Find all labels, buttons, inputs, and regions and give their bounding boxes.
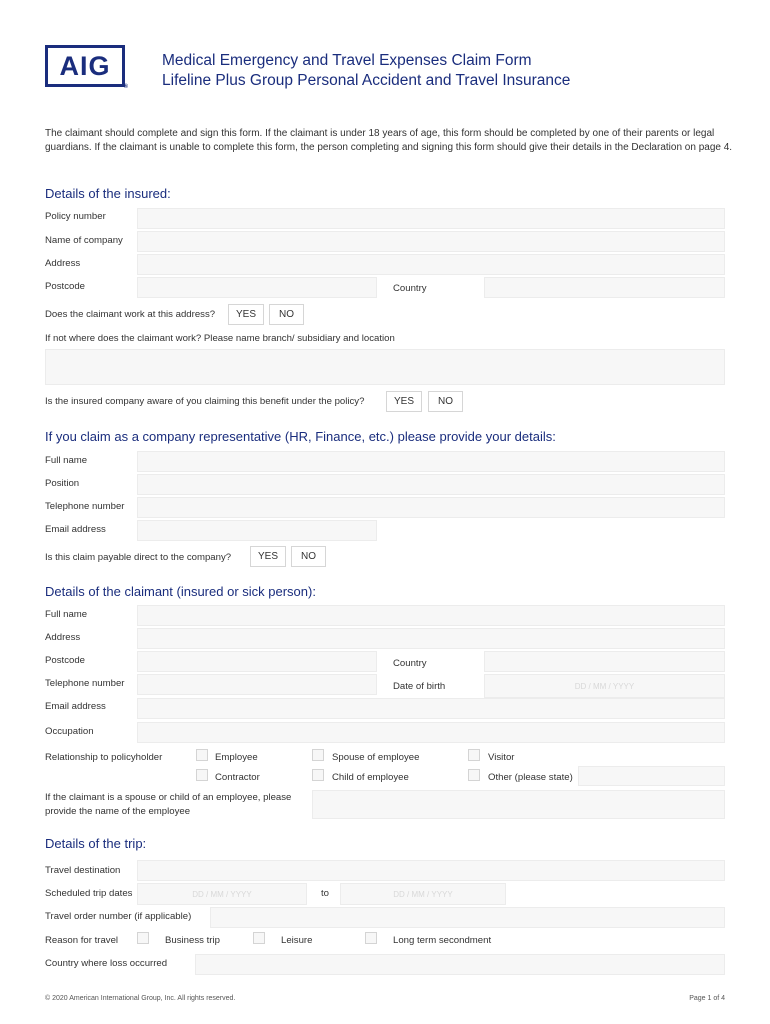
company-aware-no-button[interactable]: NO <box>428 391 463 412</box>
rep-telephone-label: Telephone number <box>45 501 125 512</box>
child-option-label: Child of employee <box>332 772 409 783</box>
company-name-field[interactable] <box>137 231 725 252</box>
claimant-telephone-label: Telephone number <box>45 678 125 689</box>
title-line-2: Lifeline Plus Group Personal Accident and Travel Insurance <box>162 72 571 89</box>
company-name-label: Name of company <box>45 235 123 246</box>
contractor-checkbox[interactable] <box>196 769 208 781</box>
aig-logo <box>45 45 129 90</box>
spouse-checkbox[interactable] <box>312 749 324 761</box>
secondment-label: Long term secondment <box>393 935 492 946</box>
insured-country-field[interactable] <box>484 277 725 298</box>
claimant-telephone-field[interactable] <box>137 674 377 695</box>
claimant-country-label: Country <box>393 658 427 669</box>
secondment-checkbox[interactable] <box>365 932 377 944</box>
travel-destination-field[interactable] <box>137 860 725 881</box>
dob-label: Date of birth <box>393 681 446 692</box>
occupation-label: Occupation <box>45 726 94 737</box>
claimant-country-field[interactable] <box>484 651 725 672</box>
company-aware-yes-button[interactable]: YES <box>386 391 422 412</box>
employee-name-field[interactable] <box>312 790 725 819</box>
footer-copyright: © 2020 American International Group, Inc. All rights reserved. <box>45 995 236 1002</box>
policy-number-field[interactable] <box>137 208 725 229</box>
occupation-field[interactable] <box>137 722 725 743</box>
logo-text: AIG <box>59 50 111 81</box>
other-option-label: Other (please state) <box>488 772 573 783</box>
footer-page-number: Page 1 of 4 <box>689 995 725 1002</box>
work-at-address-yes-button[interactable]: YES <box>228 304 264 325</box>
section-representative-heading: If you claim as a company representative (HR, Finance, etc.) please provide your details: <box>45 429 556 444</box>
company-aware-label: Is the insured company aware of you claiming this benefit under the policy? <box>45 396 365 407</box>
payable-direct-yes-button[interactable]: YES <box>250 546 286 567</box>
rep-full-name-label: Full name <box>45 455 88 466</box>
visitor-option-label: Visitor <box>488 752 515 763</box>
claimant-address-label: Address <box>45 632 81 643</box>
payable-direct-label: Is this claim payable direct to the company? <box>45 552 232 563</box>
rep-position-label: Position <box>45 478 80 489</box>
claimant-address-field[interactable] <box>137 628 725 649</box>
trip-dates-to-label: to <box>321 888 330 899</box>
other-state-field[interactable] <box>578 766 725 786</box>
rep-email-field[interactable] <box>137 520 377 541</box>
child-checkbox[interactable] <box>312 769 324 781</box>
employee-name-label-line1: If the claimant is a spouse or child of an employee, please <box>45 792 292 803</box>
leisure-checkbox[interactable] <box>253 932 265 944</box>
insured-address-field[interactable] <box>137 254 725 275</box>
insured-postcode-label: Postcode <box>45 281 86 292</box>
dob-placeholder: DD / MM / YYYY <box>574 681 635 691</box>
title-line-1: Medical Emergency and Travel Expenses Claim Form <box>162 52 532 69</box>
payable-direct-no-button[interactable]: NO <box>291 546 326 567</box>
section-insured-heading: Details of the insured: <box>45 186 171 201</box>
intro-text: The claimant should complete and sign this form. If the claimant is under 18 years of age, this form should be completed by one of their parents or legal guardians. If the claimant is unable to complete this form, the person completing and signing this form should give their details in the Declaration on page 4. <box>45 128 733 153</box>
trip-dates-label: Scheduled trip dates <box>45 888 133 899</box>
trip-end-date-placeholder: DD / MM / YYYY <box>393 889 453 899</box>
business-trip-checkbox[interactable] <box>137 932 149 944</box>
work-at-address-label: Does the claimant work at this address? <box>45 309 216 320</box>
logo-registered-mark: ® <box>123 84 129 90</box>
other-checkbox[interactable] <box>468 769 480 781</box>
insured-postcode-field[interactable] <box>137 277 377 298</box>
claimant-email-label: Email address <box>45 701 106 712</box>
travel-order-field[interactable] <box>210 907 725 928</box>
insured-address-label: Address <box>45 258 81 269</box>
form-title <box>162 51 570 91</box>
travel-destination-label: Travel destination <box>45 865 121 876</box>
country-loss-label: Country where loss occurred <box>45 958 168 969</box>
employee-option-label: Employee <box>215 752 258 763</box>
business-trip-label: Business trip <box>165 935 220 946</box>
leisure-label: Leisure <box>281 935 313 946</box>
claimant-postcode-label: Postcode <box>45 655 86 666</box>
trip-start-date-placeholder: DD / MM / YYYY <box>192 889 252 899</box>
trip-end-date-field[interactable] <box>340 883 506 905</box>
reason-for-travel-label: Reason for travel <box>45 935 119 946</box>
work-location-label: If not where does the claimant work? Please name branch/ subsidiary and location <box>45 333 395 344</box>
claimant-postcode-field[interactable] <box>137 651 377 672</box>
rep-position-field[interactable] <box>137 474 725 495</box>
claimant-full-name-label: Full name <box>45 609 88 620</box>
relationship-label: Relationship to policyholder <box>45 752 163 763</box>
rep-email-label: Email address <box>45 524 106 535</box>
trip-start-date-field[interactable] <box>137 883 307 905</box>
work-location-field[interactable] <box>45 349 725 385</box>
country-loss-field[interactable] <box>195 954 725 975</box>
policy-number-label: Policy number <box>45 211 106 222</box>
claimant-email-field[interactable] <box>137 698 725 719</box>
employee-checkbox[interactable] <box>196 749 208 761</box>
claimant-full-name-field[interactable] <box>137 605 725 626</box>
visitor-checkbox[interactable] <box>468 749 480 761</box>
spouse-option-label: Spouse of employee <box>332 752 420 763</box>
employee-name-label-line2: provide the name of the employee <box>45 806 191 817</box>
section-trip-heading: Details of the trip: <box>45 836 147 851</box>
dob-field[interactable] <box>484 674 725 698</box>
rep-telephone-field[interactable] <box>137 497 725 518</box>
insured-country-label: Country <box>393 283 427 294</box>
travel-order-label: Travel order number (if applicable) <box>45 911 192 922</box>
rep-full-name-field[interactable] <box>137 451 725 472</box>
contractor-option-label: Contractor <box>215 772 260 783</box>
section-claimant-heading: Details of the claimant (insured or sick person): <box>45 584 316 599</box>
work-at-address-no-button[interactable]: NO <box>269 304 304 325</box>
